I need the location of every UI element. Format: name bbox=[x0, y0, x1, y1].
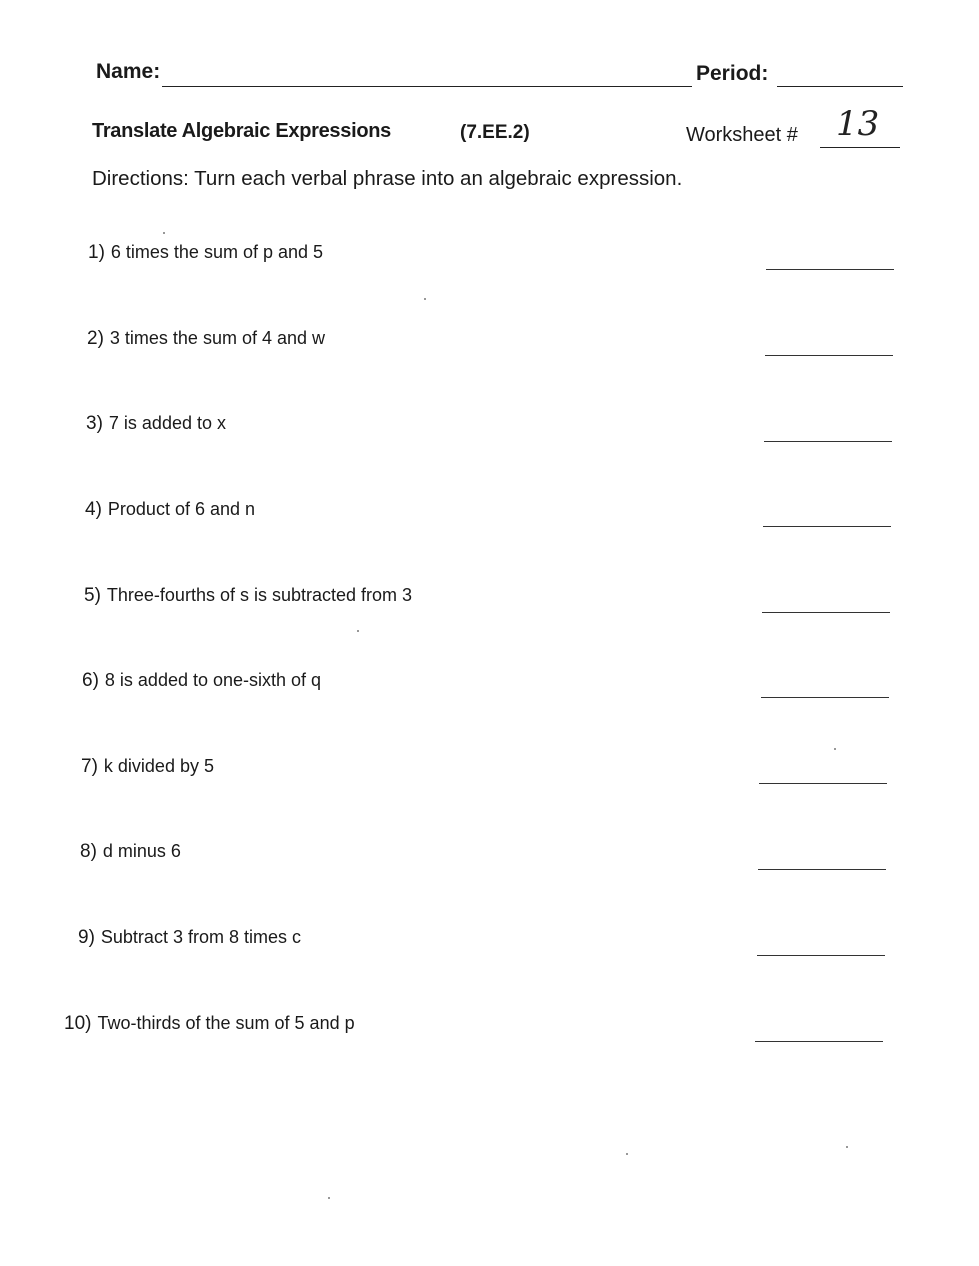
directions-text: Directions: Turn each verbal phrase into an algebraic expression. bbox=[92, 167, 683, 190]
question-number: 6) bbox=[82, 670, 99, 691]
scan-speck bbox=[424, 298, 426, 300]
name-field-line[interactable] bbox=[162, 86, 692, 87]
scan-speck bbox=[328, 1197, 330, 1199]
answer-line-6[interactable] bbox=[761, 697, 889, 698]
question-4 bbox=[85, 499, 255, 521]
name-label: Name: bbox=[96, 60, 161, 83]
question-text: Two-thirds of the sum of 5 and p bbox=[97, 1013, 355, 1033]
worksheet-number-handwritten: 13 bbox=[836, 104, 880, 144]
question-number: 9) bbox=[78, 927, 95, 948]
question-number: 3) bbox=[86, 413, 103, 434]
worksheet-number-line bbox=[820, 147, 900, 148]
question-number: 1) bbox=[88, 242, 105, 263]
period-label: Period: bbox=[696, 62, 769, 85]
answer-line-8[interactable] bbox=[758, 869, 886, 870]
answer-line-4[interactable] bbox=[763, 526, 891, 527]
question-text: Three-fourths of s is subtracted from 3 bbox=[106, 585, 413, 605]
question-text: Product of 6 and n bbox=[107, 499, 256, 519]
scan-speck bbox=[163, 232, 165, 234]
question-text: 6 times the sum of p and 5 bbox=[110, 242, 324, 262]
answer-line-3[interactable] bbox=[764, 441, 892, 442]
answer-line-7[interactable] bbox=[759, 783, 887, 784]
question-10 bbox=[64, 1013, 355, 1035]
period-field-line[interactable] bbox=[777, 86, 903, 87]
question-number: 2) bbox=[87, 328, 104, 349]
worksheet-number-label: Worksheet # bbox=[686, 124, 798, 146]
answer-line-10[interactable] bbox=[755, 1041, 883, 1042]
question-8 bbox=[80, 841, 181, 863]
question-7 bbox=[81, 756, 214, 778]
question-number: 8) bbox=[80, 841, 97, 862]
scan-speck bbox=[626, 1153, 628, 1155]
scan-speck bbox=[357, 630, 359, 632]
question-6 bbox=[82, 670, 321, 692]
scan-speck bbox=[834, 748, 836, 750]
standard-code: (7.EE.2) bbox=[460, 122, 530, 143]
scan-speck bbox=[846, 1146, 848, 1148]
worksheet-title: Translate Algebraic Expressions bbox=[92, 120, 391, 142]
question-5 bbox=[84, 585, 412, 607]
question-text: d minus 6 bbox=[102, 841, 181, 861]
question-text: 7 is added to x bbox=[108, 413, 226, 433]
answer-line-9[interactable] bbox=[757, 955, 885, 956]
question-9 bbox=[78, 927, 301, 949]
question-3 bbox=[86, 413, 226, 435]
question-text: 3 times the sum of 4 and w bbox=[109, 328, 326, 348]
question-number: 10) bbox=[64, 1013, 92, 1034]
answer-line-5[interactable] bbox=[762, 612, 890, 613]
answer-line-2[interactable] bbox=[765, 355, 893, 356]
question-number: 4) bbox=[85, 499, 102, 520]
question-text: k divided by 5 bbox=[103, 756, 214, 776]
question-text: 8 is added to one-sixth of q bbox=[104, 670, 322, 690]
question-text: Subtract 3 from 8 times c bbox=[100, 927, 301, 947]
question-2 bbox=[87, 328, 325, 350]
question-number: 7) bbox=[81, 756, 98, 777]
answer-line-1[interactable] bbox=[766, 269, 894, 270]
question-1 bbox=[88, 242, 323, 264]
question-number: 5) bbox=[84, 585, 101, 606]
